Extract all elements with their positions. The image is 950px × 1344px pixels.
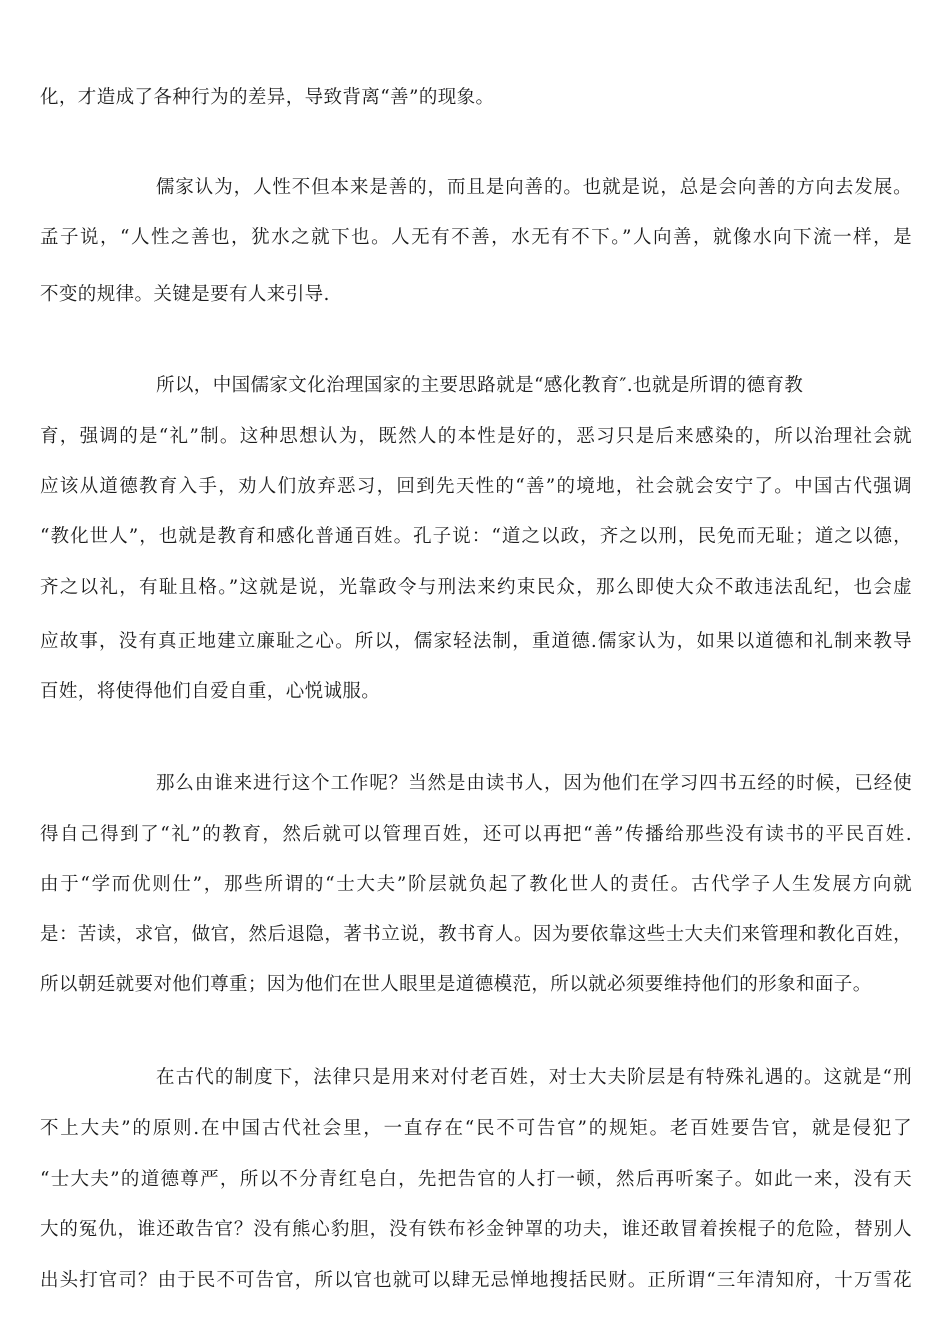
text-line: 不上大夫”的原则.在中国古代社会里，一直存在“民不可告官”的规矩。老百姓要告官，就是侵犯了 <box>40 1118 912 1139</box>
text-line: 大的冤仇，谁还敢告官？没有熊心豹胆，没有铁布衫金钟罩的功夫，谁还敢冒着挨棍子的危险，替别人 <box>40 1219 912 1240</box>
text-line: 育，强调的是“礼”制。这种思想认为，既然人的本性是好的，恶习只是后来感染的，所以治理社会就 <box>40 426 912 447</box>
text-line: 齐之以礼，有耻且格。”这就是说，光靠政令与刑法来约束民众，那么即使大众不敢违法乱纪，也会虚 <box>40 577 912 598</box>
text-line: 不变的规律。关键是要有人来引导. <box>40 284 330 305</box>
text-line: 出头打官司？由于民不可告官，所以官也就可以肆无忌惮地搜括民财。正所谓“三年清知府，十万雪花 <box>40 1270 912 1291</box>
text-line: 化，才造成了各种行为的差异，导致背离“善”的现象。 <box>40 87 495 108</box>
text-line: 孟子说，“人性之善也，犹水之就下也。人无有不善，水无有不下。”人向善，就像水向下流一样，是 <box>40 227 912 248</box>
text-line: 百姓，将使得他们自爱自重，心悦诚服。 <box>40 681 381 702</box>
paragraph-first-line: 那么由谁来进行这个工作呢？当然是由读书人，因为他们在学习四书五经的时候，已经使 <box>156 773 912 794</box>
text-line: 所以朝廷就要对他们尊重；因为他们在世人眼里是道德模范，所以就必须要维持他们的形象和面子。 <box>40 974 872 995</box>
paragraph-first-line: 儒家认为，人性不但本来是善的，而且是向善的。也就是说，总是会向善的方向去发展。 <box>156 177 912 198</box>
text-line: 是：苦读，求官，做官，然后退隐，著书立说，教书育人。因为要依靠这些士大夫们来管理和教化百姓， <box>40 924 912 945</box>
paragraph-first-line: 在古代的制度下，法律只是用来对付老百姓，对士大夫阶层是有特殊礼遇的。这就是“刑 <box>156 1067 912 1088</box>
text-line: 由于“学而优则仕”，那些所谓的“士大夫”阶层就负起了教化世人的责任。古代学子人生发展方向就 <box>40 874 912 895</box>
paragraph-first-line: 所以，中国儒家文化治理国家的主要思路就是“感化教育″.也就是所谓的德育教 <box>156 375 804 396</box>
text-line: “教化世人”，也就是教育和感化普通百姓。孔子说：“道之以政，齐之以刑，民免而无耻；道之以德， <box>40 526 912 547</box>
text-line: 应故事，没有真正地建立廉耻之心。所以，儒家轻法制，重道德.儒家认为，如果以道德和礼制来教导 <box>40 631 912 652</box>
text-line: 得自己得到了“礼”的教育，然后就可以管理百姓，还可以再把“善”传播给那些没有读书的平民百姓. <box>40 824 912 845</box>
text-line: 应该从道德教育入手，劝人们放弃恶习，回到先天性的“善”的境地，社会就会安宁了。中国古代强调 <box>40 476 912 497</box>
text-line: “士大夫”的道德尊严，所以不分青红皂白，先把告官的人打一顿，然后再听案子。如此一来，没有天 <box>40 1169 912 1190</box>
